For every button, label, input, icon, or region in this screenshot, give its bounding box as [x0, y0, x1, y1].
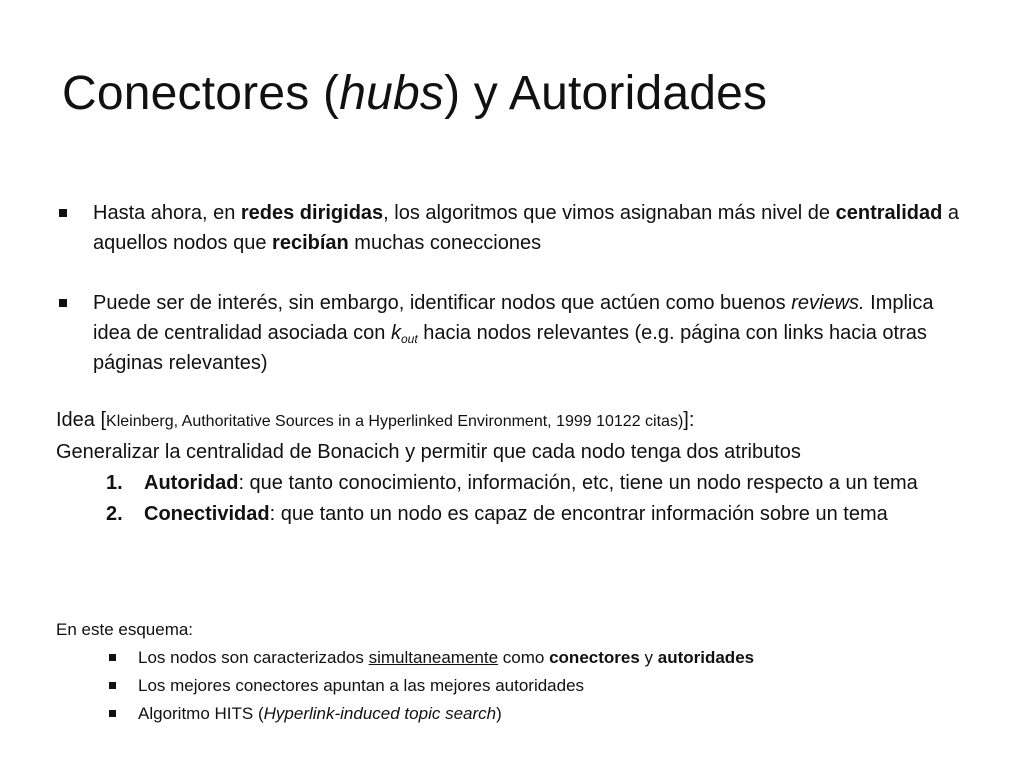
bullet2-k-symbol: k [391, 322, 401, 344]
scheme-item1-bold-2: autoridades [657, 648, 755, 667]
bullet1-bold-3: recibían [272, 232, 349, 254]
title-text-italic: hubs [339, 67, 445, 120]
bullet1-bold-2: centralidad [835, 202, 943, 224]
scheme-item1-underline: simultaneamente [368, 648, 499, 667]
idea-line-1 [56, 405, 986, 437]
scheme-item1-text-3: y [639, 648, 658, 667]
scheme-item1-text-1: Los nodos son caracterizados [138, 648, 369, 667]
main-bullet-list [56, 198, 976, 378]
idea-section [56, 405, 986, 530]
scheme-item3-italic: Hyperlink-induced topic search [263, 704, 497, 723]
scheme-item3-text-2: ) [496, 704, 502, 723]
square-bullet-icon [59, 209, 67, 217]
numbered-item-text: : que tanto conocimiento, información, etc, tiene un nodo respecto a un tema [238, 472, 918, 494]
bullet1-text-1: Hasta ahora, en [93, 202, 241, 224]
bullet1-text-3: a aquellos nodos que [93, 202, 959, 254]
bullet1-text-4: muchas conecciones [348, 232, 542, 254]
scheme-item3-text-1: Algoritmo HITS ( [138, 704, 264, 723]
title-text-post: ) y Autoridades [444, 67, 768, 120]
bullet-item-reviews [56, 288, 976, 378]
numbered-item-bold: Conectividad [144, 503, 270, 525]
bullet2-italic-1: reviews. [791, 292, 865, 314]
scheme-heading: En este esquema: [56, 620, 194, 639]
numbered-item-authority [56, 468, 986, 499]
bullet2-k-subscript: out [401, 332, 418, 346]
title-text-pre: Conectores ( [62, 67, 340, 120]
idea-reference: Kleinberg, Authoritative Sources in a Hyperlinked Environment, 1999 10122 citas) [106, 413, 684, 430]
square-bullet-icon [109, 654, 116, 661]
scheme-item2-text: Los mejores conectores apuntan a las mejores autoridades [138, 676, 585, 695]
idea-label: Idea [ [56, 409, 107, 431]
square-bullet-icon [59, 299, 67, 307]
scheme-section [56, 616, 956, 728]
bullet1-bold-1: redes dirigidas [240, 202, 384, 224]
scheme-item-simultaneous [56, 644, 956, 672]
numbered-item-bold: Autoridad [144, 472, 239, 494]
numbered-item-number: 2. [106, 503, 123, 525]
idea-close: ]: [683, 409, 695, 431]
numbered-item-number: 1. [106, 472, 123, 494]
scheme-item1-bold-1: conectores [549, 648, 640, 667]
bullet2-text-1: Puede ser de interés, sin embargo, identificar nodos que actúen como buenos [93, 292, 792, 314]
scheme-item-best-hubs [56, 672, 956, 700]
scheme-item-hits [56, 700, 956, 728]
idea-line-2: Generalizar la centralidad de Bonacich y permitir que cada nodo tenga dos atributos [56, 441, 801, 463]
bullet1-text-2: , los algoritmos que vimos asignaban más nivel de [383, 202, 836, 224]
numbered-item-connectivity [56, 499, 986, 530]
bullet2-text-2: Implica idea de centralidad asociada con [93, 292, 934, 344]
square-bullet-icon [109, 682, 116, 689]
slide-title [62, 64, 767, 124]
numbered-item-text: : que tanto un nodo es capaz de encontrar información sobre un tema [269, 503, 888, 525]
bullet2-text-3: hacia nodos relevantes (e.g. página con links hacia otras páginas relevantes) [93, 322, 927, 374]
scheme-item1-text-2: como [498, 648, 550, 667]
square-bullet-icon [109, 710, 116, 717]
bullet-item-directed-networks [56, 198, 976, 258]
